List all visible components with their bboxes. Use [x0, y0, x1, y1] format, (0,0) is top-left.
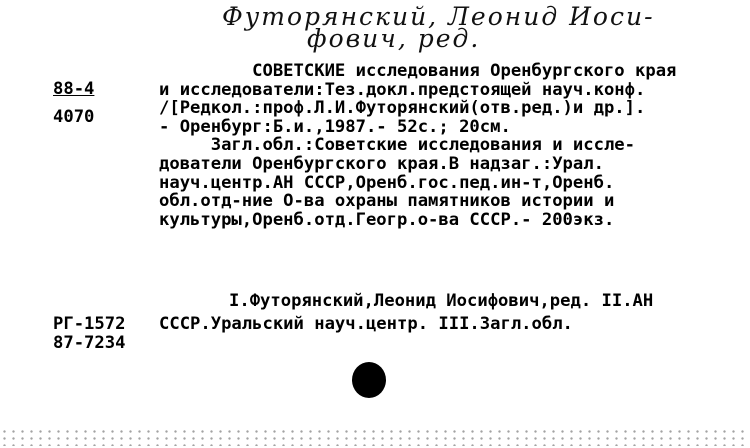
classification-line-1: РГ-1572	[53, 314, 126, 334]
classification-line-2: 87-7234	[53, 333, 126, 353]
entry-line: /[Редкол.:проф.Л.И.Футорянский(отв.ред.)и др.].	[159, 98, 646, 119]
tracings-line-1: I.Футорянский,Леонид Иосифович,ред. II.АН	[229, 291, 654, 311]
entry-line: науч.центр.АН СССР,Оренб.гос.пед.ин-т,Оренб.	[159, 172, 615, 193]
punch-hole	[352, 362, 386, 398]
handwritten-note-line-2: фович, ред.	[307, 24, 481, 53]
entry-line: обл.отд-ние О-ва охраны памятников истории и	[159, 191, 615, 212]
entry-line: и исследователи:Тез.докл.предстоящей науч.конф.	[159, 79, 646, 100]
entry-line: Загл.обл.:Советские исследования и иссле-	[159, 135, 635, 156]
bibliographic-entry	[159, 62, 676, 229]
call-number-top	[53, 80, 94, 99]
call-number-line-1: 88-4	[53, 79, 95, 99]
handwritten-note-line-1: Футорянский, Леонид Иоси-	[222, 2, 655, 31]
entry-line: культуры,Оренб.отд.Геогр.о-ва СССР.- 200экз.	[159, 209, 615, 230]
entry-line: дователи Оренбургского края.В надзаг.:Урал.	[159, 153, 604, 174]
entry-line: - Оренбург:Б.и.,1987.- 52с.; 20см.	[159, 116, 511, 137]
tracings-line-2: СССР.Уральский науч.центр. III.Загл.обл.	[159, 314, 573, 334]
entry-line: СОВЕТСКИЕ исследования Оренбургского края	[159, 61, 677, 81]
scan-noise-strip	[0, 428, 750, 446]
call-number-line-2: 4070	[53, 107, 95, 127]
